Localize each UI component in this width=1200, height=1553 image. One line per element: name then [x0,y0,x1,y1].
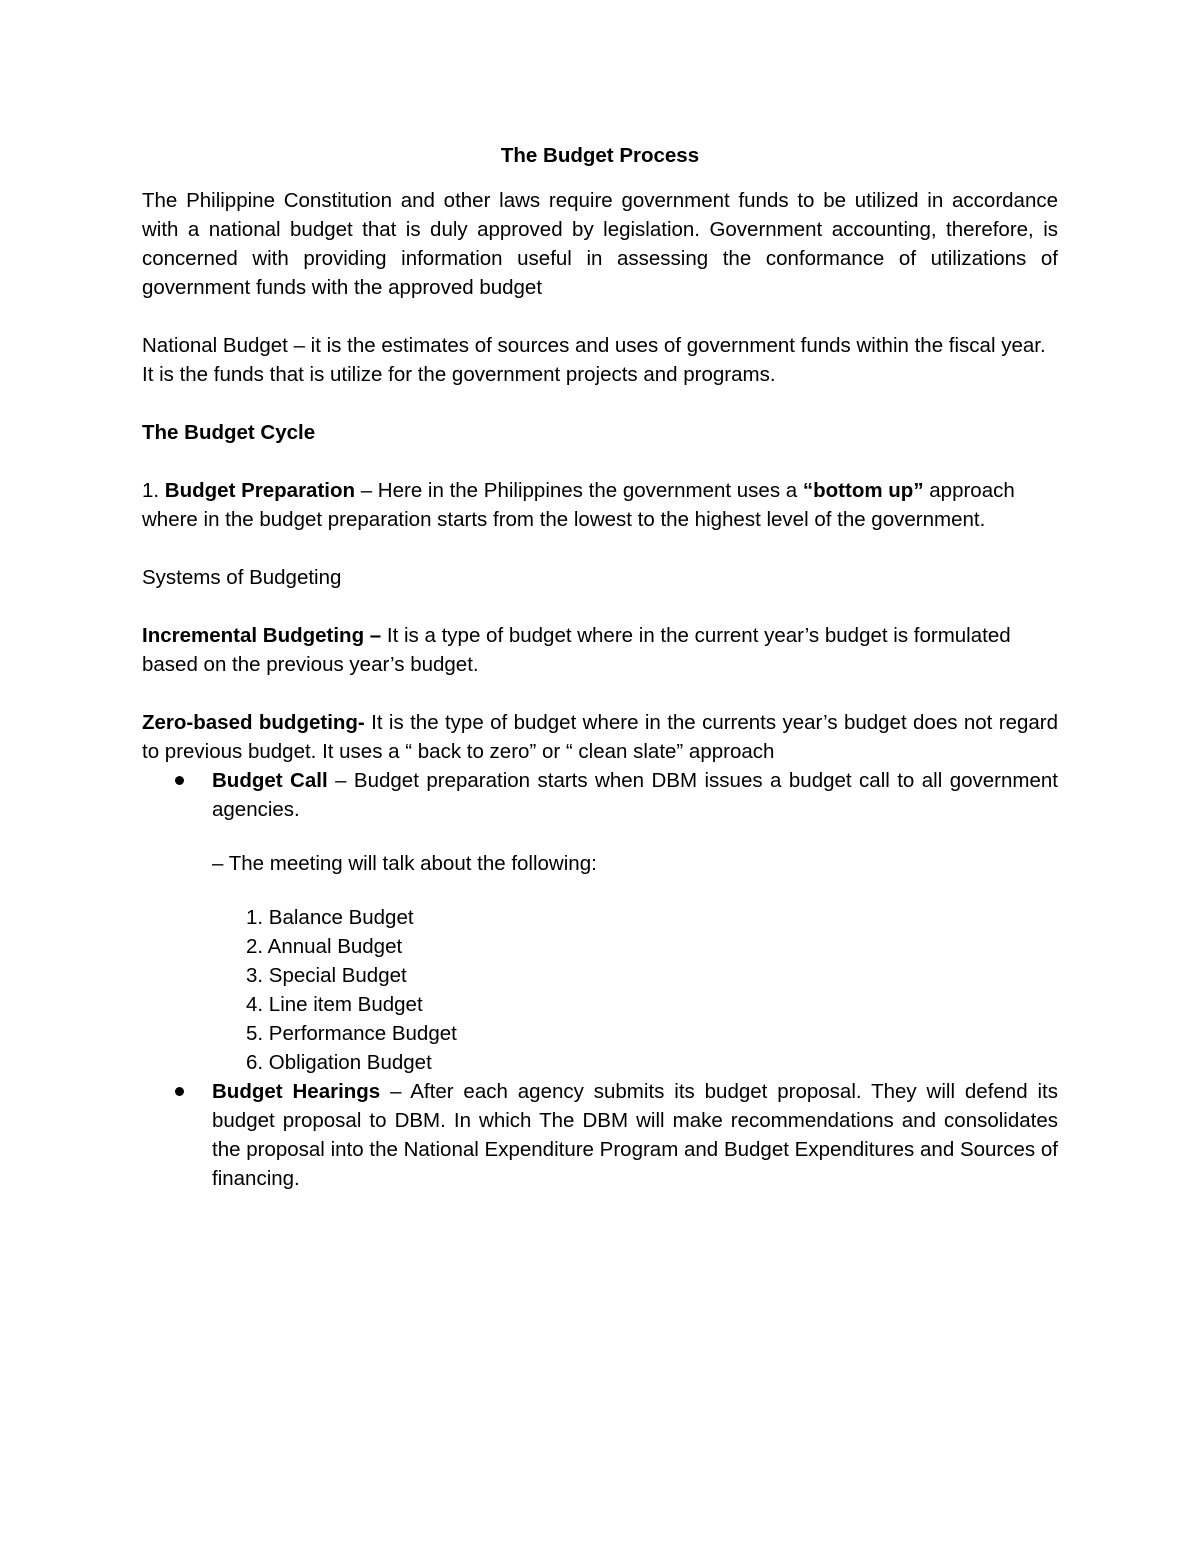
national-budget-term: National Budget [142,334,288,357]
budget-hearings-paragraph [212,1077,1058,1193]
bullet-icon [175,776,184,785]
incremental-definition: It is a type of budget where in the current year’s budget is formulated based on the previous year’s budget. [142,624,1011,676]
budget-call-paragraph [212,766,1058,824]
bullet-icon [175,1087,184,1096]
budget-call-item [142,766,1058,824]
list-item: 1. Balance Budget [246,906,414,929]
list-item: 6. Obligation Budget [246,1051,432,1074]
budget-preparation-paragraph [142,476,1058,534]
national-budget-definition: – it is the estimates of sources and uses of government funds within the fiscal year. It is the funds that is utilize for the government projects and programs. [142,334,1046,386]
budget-hearings-term: Budget Hearings [212,1080,381,1103]
budget-types-list [246,903,1058,1077]
budget-preparation-number: 1. [142,479,165,502]
budget-cycle-heading: The Budget Cycle [142,421,316,444]
incremental-paragraph [142,621,1058,679]
list-item: 2. Annual Budget [246,935,403,958]
list-item: 5. Performance Budget [246,1022,457,1045]
zero-based-term: Zero-based budgeting- [142,711,365,734]
bullet-list-2 [142,1077,1058,1193]
budget-preparation-text-before: – Here in the Philippines the government uses a [355,479,803,502]
intro-paragraph: The Philippine Constitution and other laws require government funds to be utilized in accordance with a national budget that is duly approved by legislation. Government accounting, therefore, is concerned with providing information useful in assessing the conformance of utilizations of government funds with the approved budget [142,189,1058,299]
budget-preparation-term: Budget Preparation [164,479,356,502]
zero-based-definition: It is the type of budget where in the currents year’s budget does not regard to previous budget. It uses a “ back to zero” or “ clean slate” approach [142,711,1059,763]
document-page [142,141,1058,1193]
budget-hearings-item [142,1077,1058,1193]
budget-preparation-emphasis: “bottom up” [802,479,924,502]
systems-heading: Systems of Budgeting [142,566,342,589]
budget-hearings-text: – After each agency submits its budget proposal. They will defend its budget proposal to DBM. In which The DBM will make recommendations and consolidates the proposal into the National Expenditure Program and Budget Expenditures and Sources of financing. [212,1080,1058,1190]
list-item: 4. Line item Budget [246,993,423,1016]
bullet-list [142,766,1058,824]
budget-call-term: Budget Call [212,769,328,792]
budget-preparation-text-after: approach where in the budget preparation starts from the lowest to the highest level of the government. [142,479,1015,531]
page-title: The Budget Process [500,144,700,167]
national-budget-paragraph [142,331,1058,389]
budget-call-text: – Budget preparation starts when DBM issues a budget call to all government agencies. [212,769,1058,821]
meeting-subtext: – The meeting will talk about the following: [212,852,597,875]
list-item: 3. Special Budget [246,964,407,987]
zero-based-paragraph [142,708,1058,766]
incremental-term: Incremental Budgeting – [142,624,382,647]
